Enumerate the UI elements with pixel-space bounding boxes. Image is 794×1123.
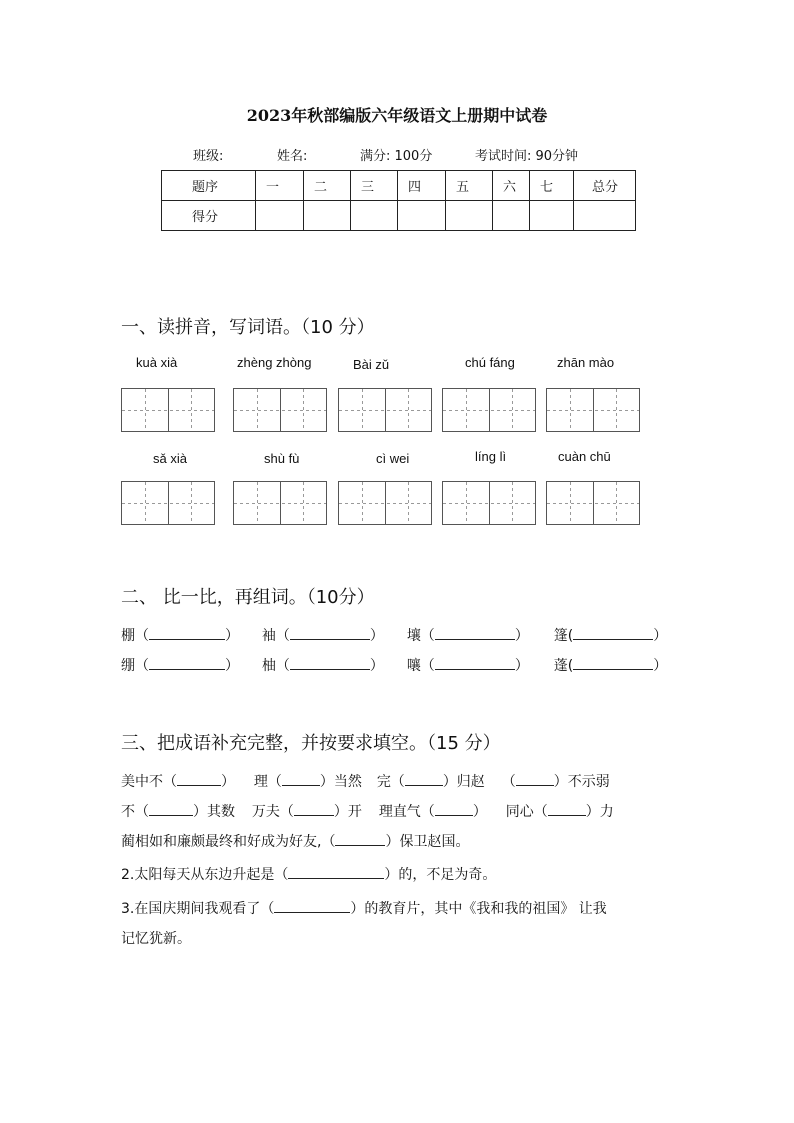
text: 蔺相如和廉颇最终和好成为好友,（ [121, 834, 336, 850]
writing-grid[interactable] [121, 481, 215, 525]
table-header-cell: 题序 [162, 171, 256, 201]
paren: ） [653, 628, 668, 644]
score-table-header-row [162, 171, 636, 201]
answer-blank[interactable] [149, 801, 193, 816]
text: 完（ [376, 774, 405, 790]
text: 2.太阳每天从东边升起是（ [121, 867, 289, 883]
full-score: 满分: 100分 [360, 149, 433, 164]
score-cell[interactable] [256, 201, 304, 231]
paren: ） [514, 628, 529, 644]
writing-grid[interactable] [546, 388, 640, 432]
pinyin-label: zhān mào [557, 355, 615, 370]
table-header-cell: 三 [351, 171, 398, 201]
answer-blank[interactable] [573, 625, 653, 640]
char-label: 篷( [553, 628, 574, 644]
pinyin-label: kuà xià [136, 355, 178, 370]
answer-blank[interactable] [149, 625, 225, 640]
writing-grid[interactable] [121, 388, 215, 432]
answer-blank[interactable] [149, 655, 225, 670]
paren: ） [225, 658, 239, 674]
text: 万夫（ [251, 804, 294, 820]
writing-grid[interactable] [442, 481, 536, 525]
char-label: 绷（ [121, 658, 149, 674]
compare-row-2 [121, 655, 667, 675]
writing-grid[interactable] [233, 481, 327, 525]
writing-grid[interactable] [338, 388, 432, 432]
text: ）力 [585, 804, 614, 820]
char-label: 壤（ [406, 628, 435, 644]
paren: ） [514, 658, 529, 674]
section2-heading: 二、 比一比，再组词。（10分） [121, 587, 375, 608]
char-label: 蓬( [553, 658, 574, 674]
text: ）不示弱 [553, 774, 610, 790]
question-3-continued: 记忆犹新。 [121, 931, 191, 947]
table-header-cell: 六 [493, 171, 530, 201]
answer-blank[interactable] [290, 625, 370, 640]
idiom-line-1 [121, 771, 610, 791]
text: ） [472, 804, 487, 820]
table-header-cell: 二 [304, 171, 351, 201]
score-cell[interactable] [351, 201, 398, 231]
pinyin-label: cì wei [376, 451, 410, 466]
answer-blank[interactable] [288, 864, 384, 879]
text: ）当然 [319, 774, 362, 790]
char-label: 棚（ [121, 628, 149, 644]
score-table [161, 170, 636, 231]
pinyin-label: shù fù [264, 451, 300, 466]
compare-row-1 [121, 625, 667, 645]
writing-grid[interactable] [233, 388, 327, 432]
writing-grid[interactable] [442, 388, 536, 432]
text: 3.在国庆期间我观看了（ [121, 901, 275, 917]
answer-blank[interactable] [274, 898, 350, 913]
table-header-cell: 一 [256, 171, 304, 201]
char-label: 柚（ [261, 658, 290, 674]
answer-blank[interactable] [335, 831, 385, 846]
writing-grid[interactable] [338, 481, 432, 525]
score-cell[interactable] [574, 201, 636, 231]
answer-blank[interactable] [405, 771, 443, 786]
char-label: 袖（ [261, 628, 290, 644]
answer-blank[interactable] [548, 801, 586, 816]
text: ）开 [333, 804, 362, 820]
paren: ） [225, 628, 239, 644]
text: ）归赵 [442, 774, 485, 790]
text: 理（ [253, 774, 282, 790]
name-label: 姓名: [277, 149, 308, 164]
text: 美中不（ [121, 774, 177, 790]
question-3 [121, 898, 607, 918]
answer-blank[interactable] [516, 771, 554, 786]
answer-blank[interactable] [573, 655, 653, 670]
text: ）其数 [193, 804, 235, 820]
char-label: 嚷（ [406, 658, 435, 674]
answer-blank[interactable] [177, 771, 221, 786]
writing-grid[interactable] [546, 481, 640, 525]
table-header-cell: 四 [398, 171, 446, 201]
paren: ） [653, 658, 668, 674]
answer-blank[interactable] [435, 801, 473, 816]
text: ）的，不足为奇。 [384, 867, 497, 883]
question-1 [121, 831, 469, 851]
text: ） [221, 774, 235, 790]
pinyin-label: líng lì [475, 449, 507, 464]
answer-blank[interactable] [294, 801, 334, 816]
table-row-label: 得分 [162, 201, 256, 231]
answer-blank[interactable] [435, 625, 515, 640]
table-header-cell: 七 [530, 171, 574, 201]
pinyin-label: zhèng zhòng [237, 355, 312, 370]
section1-heading: 一、读拼音，写词语。（10 分） [121, 317, 375, 338]
pinyin-label: chú fáng [465, 355, 515, 370]
score-cell[interactable] [398, 201, 446, 231]
text: 不（ [121, 804, 149, 820]
table-header-cell: 五 [446, 171, 493, 201]
paren: ） [369, 658, 384, 674]
text: 同心（ [505, 804, 548, 820]
class-label: 班级: [193, 149, 224, 164]
table-header-cell: 总分 [574, 171, 636, 201]
score-cell[interactable] [446, 201, 493, 231]
idiom-line-2 [121, 801, 614, 821]
pinyin-label: Bài zǔ [353, 357, 390, 372]
answer-blank[interactable] [435, 655, 515, 670]
text: （ [501, 774, 516, 790]
answer-blank[interactable] [290, 655, 370, 670]
text: 理直气（ [378, 804, 435, 820]
exam-title: 2023年秋部编版六年级语文上册期中试卷 [246, 106, 548, 125]
score-cell[interactable] [304, 201, 351, 231]
score-cell[interactable] [493, 201, 530, 231]
text: ）的教育片，其中《我和我的祖国》 让我 [350, 901, 607, 917]
text: ）保卫赵国。 [385, 834, 470, 850]
question-2 [121, 864, 496, 884]
section3-heading: 三、把成语补充完整，并按要求填空。（15 分） [121, 733, 501, 754]
pinyin-label: cuàn chū [558, 449, 611, 464]
paren: ） [369, 628, 384, 644]
score-table-score-row [162, 201, 636, 231]
score-cell[interactable] [530, 201, 574, 231]
answer-blank[interactable] [282, 771, 320, 786]
exam-time: 考试时间: 90分钟 [475, 149, 579, 164]
pinyin-label: sǎ xià [153, 451, 187, 466]
